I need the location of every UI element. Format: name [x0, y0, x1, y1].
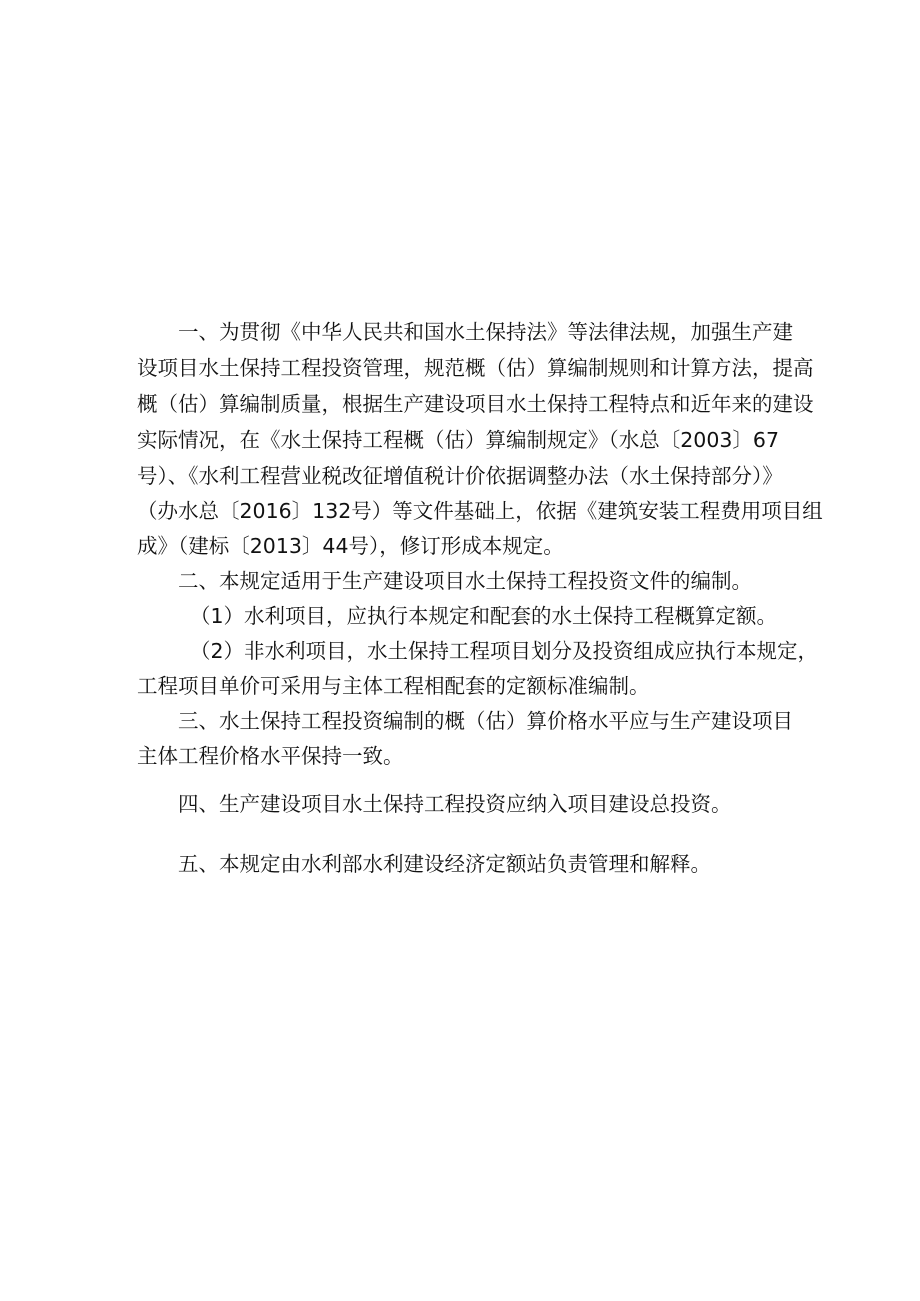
paragraph-1-line-3: 概（估）算编制质量，根据生产建设项目水土保持工程特点和近年来的建设	[137, 392, 814, 416]
paragraph-1-line-2: 设项目水土保持工程投资管理，规范概（估）算编制规则和计算方法，提高	[137, 356, 814, 380]
paragraph-1-line-5: 号）、《水利工程营业税改征增值税计价依据调整办法（水土保持部分）》	[137, 464, 783, 488]
paragraph-1-line-4: 实际情况，在《水土保持工程概（估）算编制规定》（水总〔2003〕67	[137, 428, 780, 452]
paragraph-1-line-1: 一、为贯彻《中华人民共和国水土保持法》等法律法规，加强生产建	[178, 320, 793, 344]
paragraph-7-line-1: 五、本规定由水利部水利建设经济定额站负责管理和解释。	[178, 852, 711, 876]
paragraph-5-line-1: 三、水土保持工程投资编制的概（估）算价格水平应与生产建设项目	[178, 709, 793, 733]
paragraph-5-line-2: 主体工程价格水平保持一致。	[137, 744, 404, 768]
paragraph-2-line-1: 二、本规定适用于生产建设项目水土保持工程投资文件的编制。	[178, 569, 752, 593]
paragraph-1-line-7: 成》（建标〔2013〕44号），修订形成本规定。	[137, 534, 564, 558]
paragraph-6-line-1: 四、生产建设项目水土保持工程投资应纳入项目建设总投资。	[178, 792, 732, 816]
paragraph-1-line-6: （办水总〔2016〕132号）等文件基础上，依据《建筑安装工程费用项目组	[137, 499, 823, 523]
paragraph-4-line-2: 工程项目单价可采用与主体工程相配套的定额标准编制。	[137, 674, 650, 698]
paragraph-4-line-1: （2）非水利项目，水土保持工程项目划分及投资组成应执行本规定，	[190, 639, 819, 663]
paragraph-3-line-1: （1）水利项目，应执行本规定和配套的水土保持工程概算定额。	[190, 604, 778, 628]
